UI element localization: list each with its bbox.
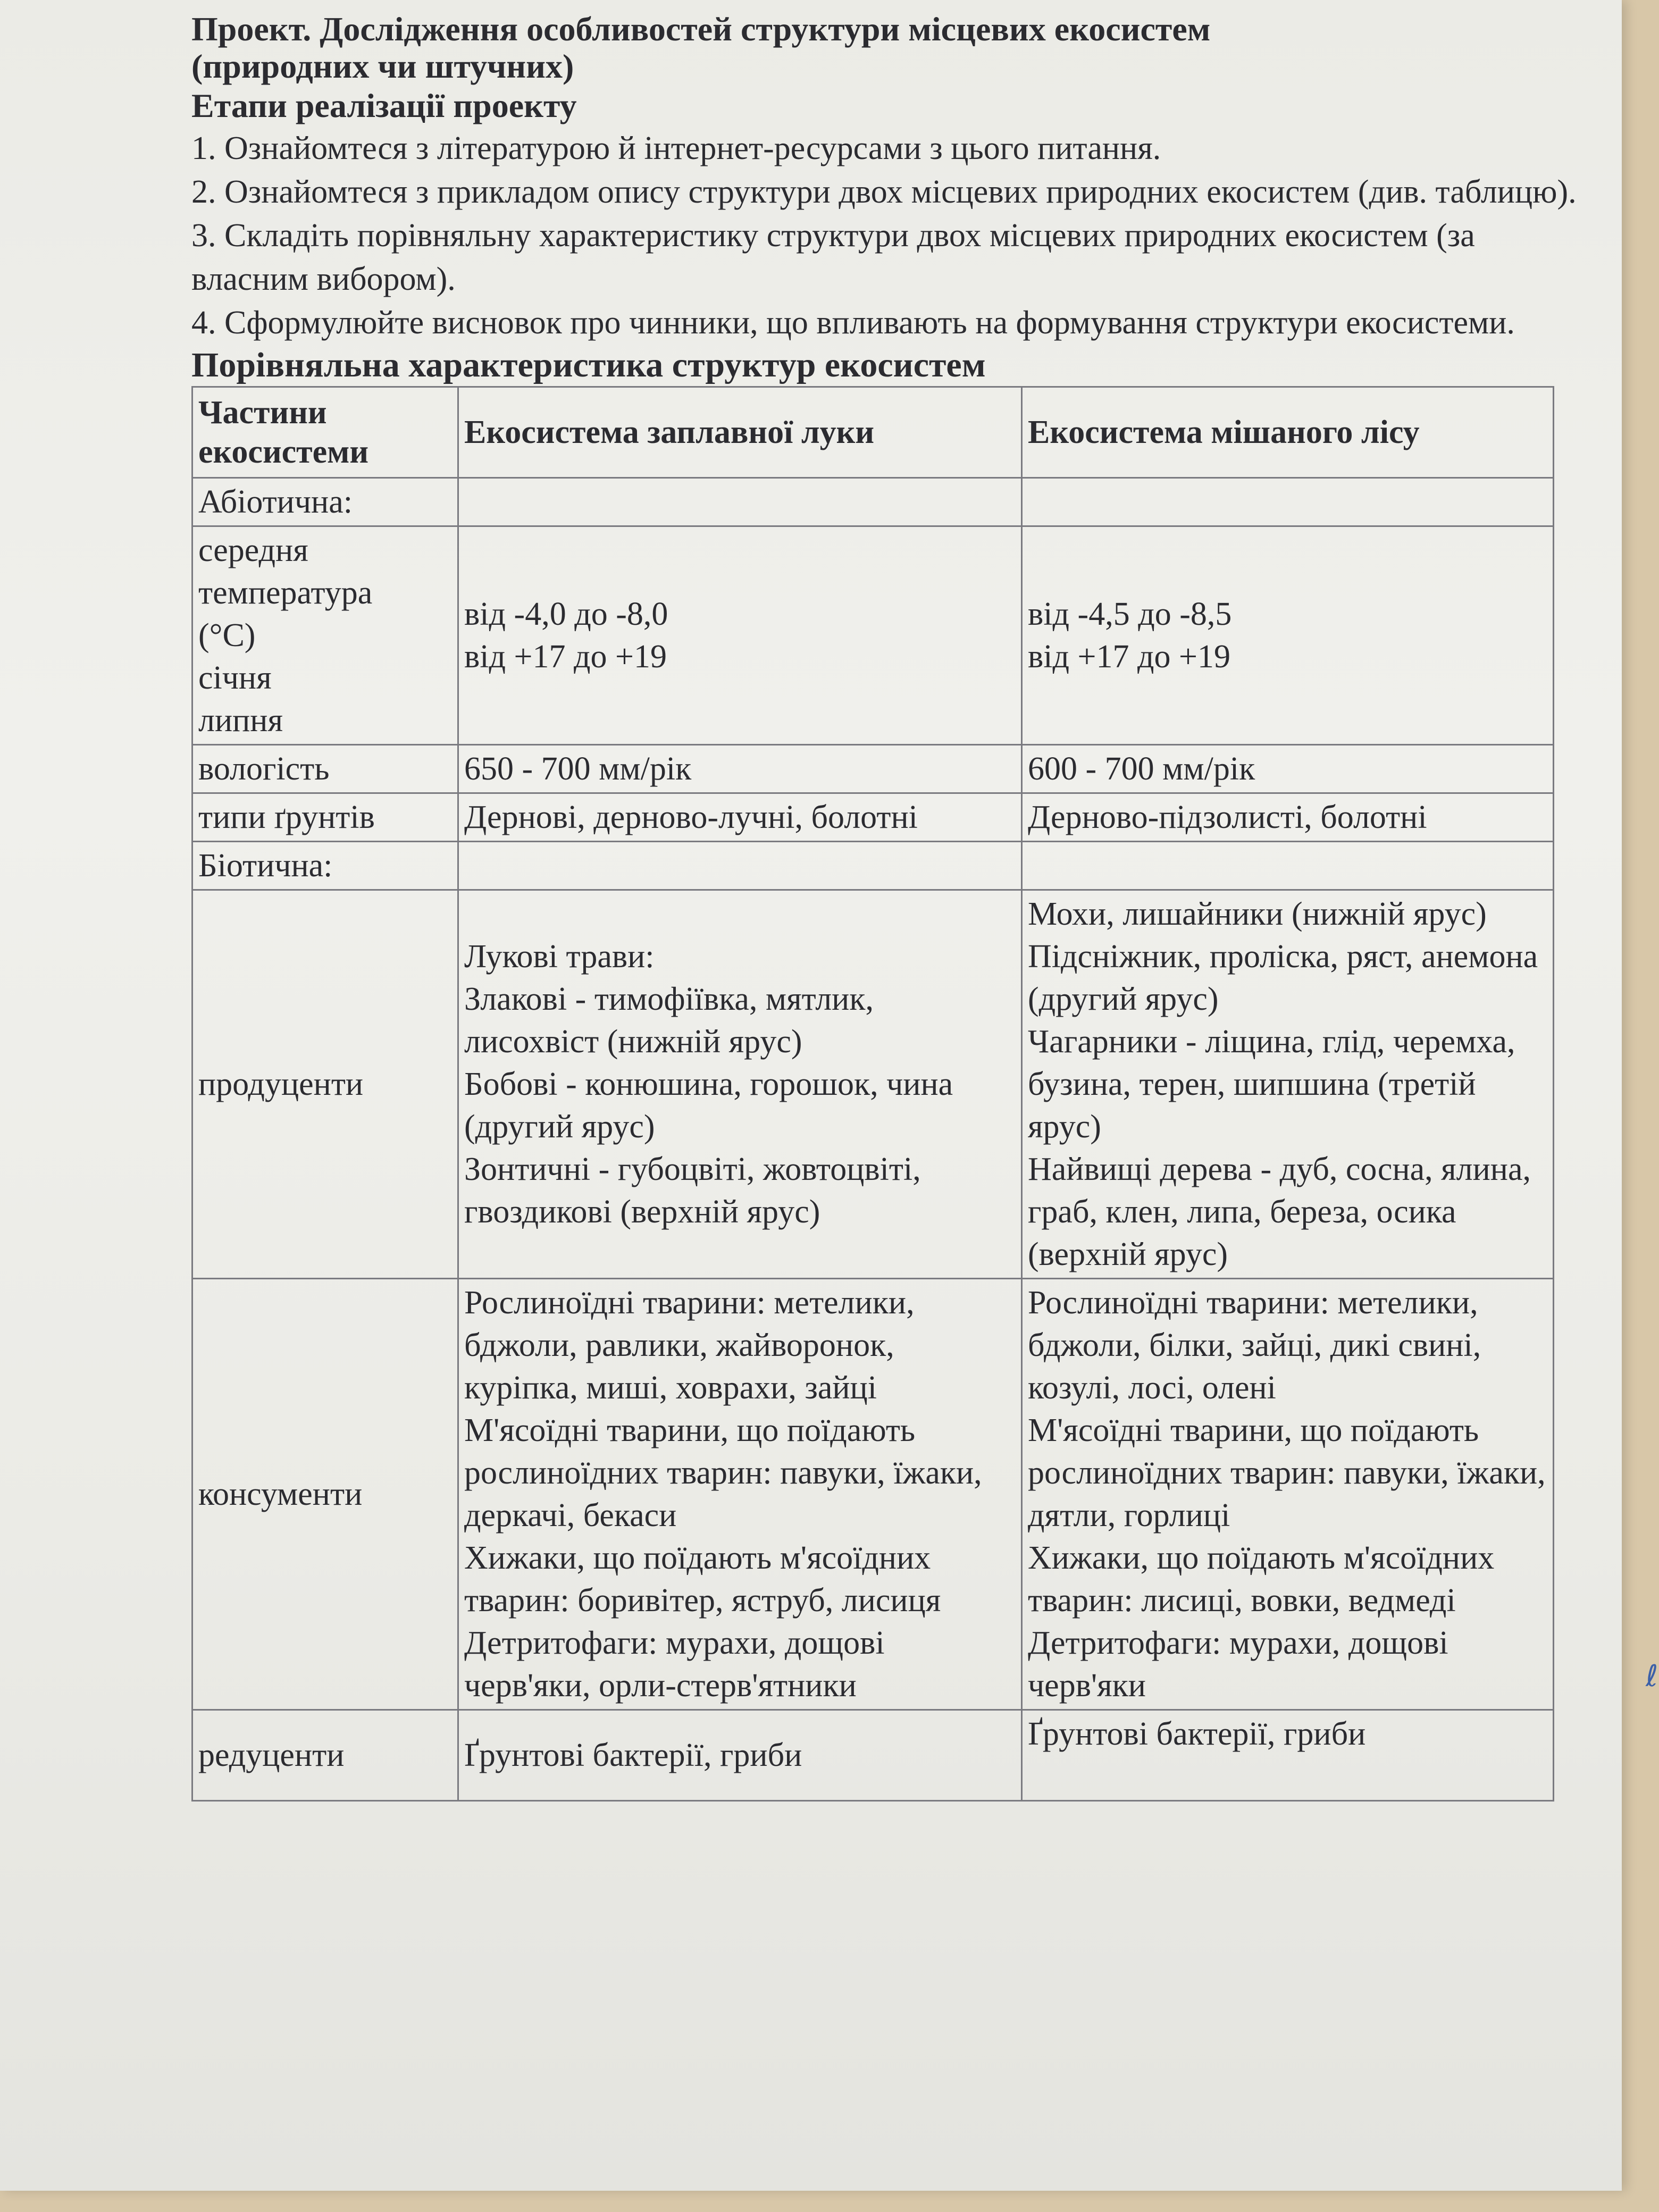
table-row-consumers <box>192 1279 1554 1710</box>
producers-forest-line: Чагарники - ліщина, глід, черемха, бузина, терен, шипшина (третій ярус) <box>1028 1024 1515 1145</box>
temperature-meadow <box>458 526 1022 745</box>
producers-meadow-line: Лукові трави: <box>464 939 655 975</box>
biotic-forest <box>1022 842 1554 890</box>
project-title-line1: Проект. Дослідження особливостей структури місцевих екосистем <box>191 10 1211 48</box>
project-title <box>191 11 1595 85</box>
temperature-label-line: (°C) <box>198 617 256 653</box>
consumers-meadow <box>458 1279 1022 1710</box>
header-meadow: Екосистема заплавної луки <box>458 387 1022 478</box>
header-forest: Екосистема мішаного лісу <box>1022 387 1554 478</box>
table-row-producers <box>192 890 1554 1279</box>
abiotic-meadow <box>458 478 1022 526</box>
consumers-forest <box>1022 1279 1554 1710</box>
producers-forest-line: Мохи, лишайники (нижній ярус) <box>1028 896 1487 932</box>
table-row-biotic <box>192 842 1554 890</box>
temperature-label-line: середня <box>198 532 308 568</box>
header-parts: Частини екосистеми <box>192 387 458 478</box>
producers-meadow-line: Бобові - конюшина, горошок, чина (другий ярус) <box>464 1066 953 1145</box>
abiotic-forest <box>1022 478 1554 526</box>
temperature-forest <box>1022 526 1554 745</box>
soils-label: типи ґрунтів <box>192 793 458 842</box>
table-header-row <box>192 387 1554 478</box>
soils-meadow: Дернові, дерново-лучні, болотні <box>458 793 1022 842</box>
decomposers-forest: Ґрунтові бактерії, гриби <box>1022 1710 1554 1801</box>
table-row-temperature <box>192 526 1554 745</box>
humidity-label: вологість <box>192 745 458 793</box>
producers-forest <box>1022 890 1554 1279</box>
producers-forest-line: Підсніжник, проліска, ряст, анемона (другий ярус) <box>1028 939 1538 1017</box>
biotic-label: Біотична: <box>192 842 458 890</box>
consumers-meadow-line: М'ясоїдні тварини, що поїдають рослиноїдних тварин: павуки, їжаки, деркачі, бекаси <box>464 1412 982 1534</box>
producers-forest-line: Найвищі дерева - дуб, сосна, ялина, граб, клен, липа, береза, осика (верхній ярус) <box>1028 1151 1531 1272</box>
consumers-meadow-line: Хижаки, що поїдають м'ясоїдних тварин: боривітер, яструб, лисиця <box>464 1540 941 1619</box>
document-body <box>191 11 1595 1802</box>
table-row-decomposers <box>192 1710 1554 1801</box>
comparison-table <box>191 386 1554 1802</box>
step-2: 2. Ознайомтеся з прикладом опису структури двох місцевих природних екосистем (див. таблицю). <box>191 174 1577 210</box>
producers-meadow <box>458 890 1022 1279</box>
decomposers-meadow: Ґрунтові бактерії, гриби <box>458 1710 1022 1801</box>
temperature-label-line: липня <box>198 702 283 739</box>
temperature-label-line: січня <box>198 660 272 696</box>
table-title: Порівняльна характеристика структур екосистем <box>191 346 986 384</box>
decomposers-label: редуценти <box>192 1710 458 1801</box>
temperature-meadow-january: від -4,0 до -8,0 <box>464 596 668 632</box>
table-row-humidity <box>192 745 1554 793</box>
consumers-forest-line: М'ясоїдні тварини, що поїдають рослиноїдних тварин: павуки, їжаки, дятли, горлиці <box>1028 1412 1546 1534</box>
stages-title: Етапи реалізації проекту <box>191 87 577 124</box>
step-3: 3. Складіть порівняльну характеристику структури двох місцевих природних екосистем (за власним вибором). <box>191 217 1475 297</box>
step-4: 4. Сформулюйте висновок про чинники, що впливають на формування структури екосистеми. <box>191 305 1515 341</box>
consumers-label: консументи <box>192 1279 458 1710</box>
producers-label: продуценти <box>192 890 458 1279</box>
consumers-forest-line: Хижаки, що поїдають м'ясоїдних тварин: лисиці, вовки, ведмеді <box>1028 1540 1495 1619</box>
producers-meadow-line: Зонтичні - губоцвіті, жовтоцвіті, гвоздикові (верхній ярус) <box>464 1151 921 1230</box>
temperature-label-line: температура <box>198 575 373 611</box>
temperature-meadow-july: від +17 до +19 <box>464 639 667 675</box>
step-1: 1. Ознайомтеся з літературою й інтернет-ресурсами з цього питання. <box>191 130 1161 166</box>
temperature-forest-july: від +17 до +19 <box>1028 639 1231 675</box>
abiotic-label: Абіотична: <box>192 478 458 526</box>
steps-list <box>191 127 1595 345</box>
humidity-meadow: 650 - 700 мм/рік <box>458 745 1022 793</box>
humidity-forest: 600 - 700 мм/рік <box>1022 745 1554 793</box>
consumers-meadow-line: Рослиноїдні тварини: метелики, бджоли, равлики, жайворонок, куріпка, миші, ховрахи, зайці <box>464 1285 915 1406</box>
temperature-label <box>192 526 458 745</box>
consumers-forest-line: Рослиноїдні тварини: метелики, бджоли, білки, зайці, дикі свині, козулі, лосі, олені <box>1028 1285 1481 1406</box>
ink-mark-icon: ℓ <box>1646 1659 1658 1694</box>
biotic-meadow <box>458 842 1022 890</box>
project-title-line2: (природних чи штучних) <box>191 47 574 85</box>
consumers-forest-line: Детритофаги: мурахи, дощові черв'яки <box>1028 1625 1448 1704</box>
producers-meadow-line: Злакові - тимофіївка, мятлик, лисохвіст (нижній ярус) <box>464 981 874 1060</box>
table-row-abiotic <box>192 478 1554 526</box>
consumers-meadow-line: Детритофаги: мурахи, дощові черв'яки, орли-стерв'ятники <box>464 1625 885 1704</box>
table-row-soils <box>192 793 1554 842</box>
temperature-forest-january: від -4,5 до -8,5 <box>1028 596 1232 632</box>
soils-forest: Дерново-підзолисті, болотні <box>1022 793 1554 842</box>
